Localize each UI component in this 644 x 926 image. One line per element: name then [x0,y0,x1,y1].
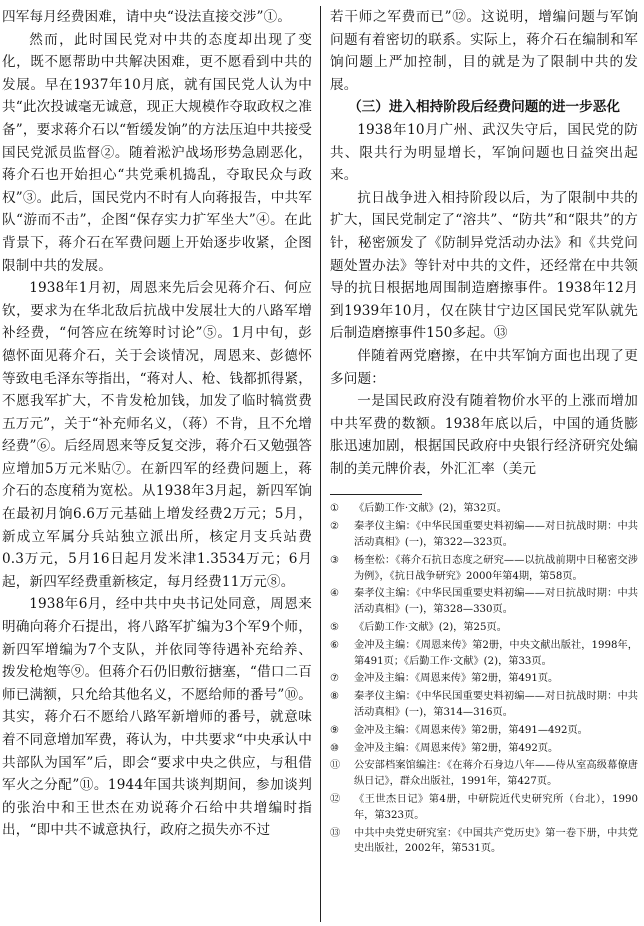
footnote [330,723,638,739]
footnote [330,689,638,721]
footnote-marker: ① [330,503,340,515]
footnote-marker: ② [330,521,340,533]
right-column [330,6,638,859]
footnote [330,671,638,687]
footnote [330,553,638,585]
footnote-marker: ⑩ [330,742,340,754]
paragraph: 抗日战争进入相持阶段以后，为了限制中共的扩大，国民党制定了“溶共”、“防共”和“限共”的方针，秘密颁发了《防制异党活动办法》和《共党问题处置办法》等针对中共的文件，还经常在中共领导的抗日根据地周围制造磨擦事件。1938年12月到1939年10月，仅在陕甘宁边区国民党军队就先后制造磨擦事件150多起。⑬ [330,189,638,342]
footnote [330,741,638,757]
footnote-text: 《王世杰日记》第4册，中研院近代史研究所（台北），1990年，第323页。 [354,794,638,821]
section-heading: （三）进入相持阶段后经费问题的进一步恶化 [348,99,620,116]
paragraph: 伴随着两党磨擦，在中共军饷方面也出现了更多问题： [330,347,638,387]
footnote-marker: ⑨ [330,724,340,736]
footnote-text: 秦孝仪主编：《中华民国重要史料初编——对日抗战时期：中共活动真相》(一)，第322—323页。 [354,521,638,549]
footnote-marker: ⑫ [330,794,341,806]
footnote [330,638,638,670]
paragraph: 四军每月经费困难，请中央“设法直接交涉”①。 [2,9,292,25]
footnote-marker: ⑤ [330,622,340,634]
footnote [330,758,638,790]
footnote [330,519,638,551]
paragraph: 若干师之军费而已”⑫。这说明，增编问题与军饷问题有着密切的联系。实际上，蒋介石在编制和军饷问题上严加控制，目的就是为了限制中共的发展。 [330,9,638,93]
footnote [330,620,638,636]
footnote-marker: ⑪ [330,760,341,772]
footnote-text: 中共中央党史研究室：《中国共产党历史》第一卷下册，中共党史出版社，2002年，第531页。 [354,827,638,855]
footnote-text: 《后勤工作·文献》(2)，第25页。 [354,622,507,634]
footnote-text: 金冲及主编：《周恩来传》第2册，第491页。 [354,673,559,685]
footnote-marker: ⑥ [330,639,340,651]
footnote [330,586,638,618]
paragraph: 一是国民政府没有随着物价水平的上涨而增加中共军费的数额。1938年底以后，中国的通货膨胀迅速加剧，根据国民政府中央银行经济研究处编制的美元牌价表，外汇汇率（美元 [330,393,638,477]
footnote-text: 《后勤工作·文献》(2)，第32页。 [354,503,507,515]
footnote [330,826,638,858]
footnote [330,792,638,824]
footnote-marker: ③ [330,554,340,566]
paragraph: 1938年6月，经中共中央书记处同意，周恩来明确向蒋介石提出，将八路军扩编为3个军9个师，新四军增编为7个支队，并依同等待遇补充给养、拨发枪炮等⑨。但蒋介石仍旧敷衍搪塞，“借口二百师已满额，只允给其他名义，不愿给师的番号”⑩。其实，蒋介石不愿给八路军新增师的番号，就意味着不同意增加军费，蒋认为，中共要求“中央承认中共部队为国军”后，即会“要求中央之供应，与租借军火之分配”⑪。1944年国共谈判期间，参加谈判的张治中和王世杰在劝说蒋介石给中共增编时指出，“即中共不诚意执行，政府之损失亦不过 [2,596,312,839]
footnote-text: 金冲及主编：《周恩来传》第2册，第491—492页。 [354,724,588,736]
left-column [2,6,321,922]
footnote-text: 杨奎松：《蒋介石抗日态度之研究——以抗战前期中日秘密交涉为例》，《抗日战争研究》2000年第4期，第58页。 [354,554,638,582]
paragraph: 1938年10月广州、武汉失守后，国民党的防共、限共行为明显增长，军饷问题也日益突出起来。 [330,121,638,184]
footnote-text: 秦孝仪主编：《中华民国重要史料初编——对日抗战时期：中共活动真相》(一)，第328—330页。 [354,588,638,616]
footnote-marker: ⑦ [330,673,340,685]
footnote-marker: ④ [330,588,340,600]
footnote [330,501,638,517]
footnote-text: 金冲及主编：《周恩来传》第2册，中央文献出版社，1998年，第491页；《后勤工作·文献》(2)，第33页。 [354,639,638,667]
paragraph: 1938年1月初，周恩来先后会见蒋介石、何应钦，要求为在华北敌后抗战中发展壮大的八路军增补经费，“何答应在统筹时讨论”⑤。1月中旬，彭德怀面见蒋介石，关于会谈情况，周恩来、彭德怀等致电毛泽东等指出，“蒋对人、枪、钱都抓得紧，不愿我军扩大，不肯发枪加钱，加发了临时犒赏费五万元”，关于“补充师名义，（蒋）不肯，且不允增经费”⑥。后经周恩来等反复交涉，蒋介石又勉强答应增加5万元米贴⑦。在新四军的经费问题上，蒋介石的态度稍为宽松。从1938年3月起，新四军饷在最初月饷6.6万元基础上增发经费2万元；5月，新成立军属分兵站独立派出所，核定月支兵站费0.3万元，5月16日起月发米津1.3534万元；6月起，新四军经费重新核定，每月经费11万元⑧。 [2,280,312,590]
paragraph: 然而，此时国民党对中共的态度却出现了变化，既不愿帮助中共解决困难，更不愿看到中共的发展。早在1937年10月底，就有国民党人认为中共“此次投诚毫无诚意，现正大规模作夺取政权之准备”，要求蒋介石以“暂缓发饷”的方法压迫中共接受国民党派员监督②。随着淞沪战场形势急剧恶化，蒋介石也开始担心“共党乘机捣乱，夺取民众与政权”③。此后，国民党内不时有人向蒋报告，中共军队“游而不击”，企图“保存实力扩军坐大”④。在此背景下，蒋介石在军费问题上开始逐步收紧，企图限制中共的发展。 [2,31,312,274]
footnote-marker: ⑬ [330,827,341,839]
footnote-divider [330,494,422,495]
footnote-text: 金冲及主编：《周恩来传》第2册，第492页。 [354,742,559,754]
footnote-text: 公安部档案馆编注：《在蒋介石身边八年——侍从室高级幕僚唐纵日记》，群众出版社，1991年，第427页。 [354,760,638,788]
footnote-marker: ⑧ [330,691,340,703]
footnote-text: 秦孝仪主编：《中华民国重要史料初编——对日抗战时期：中共活动真相》(一)，第314—316页。 [354,691,638,719]
